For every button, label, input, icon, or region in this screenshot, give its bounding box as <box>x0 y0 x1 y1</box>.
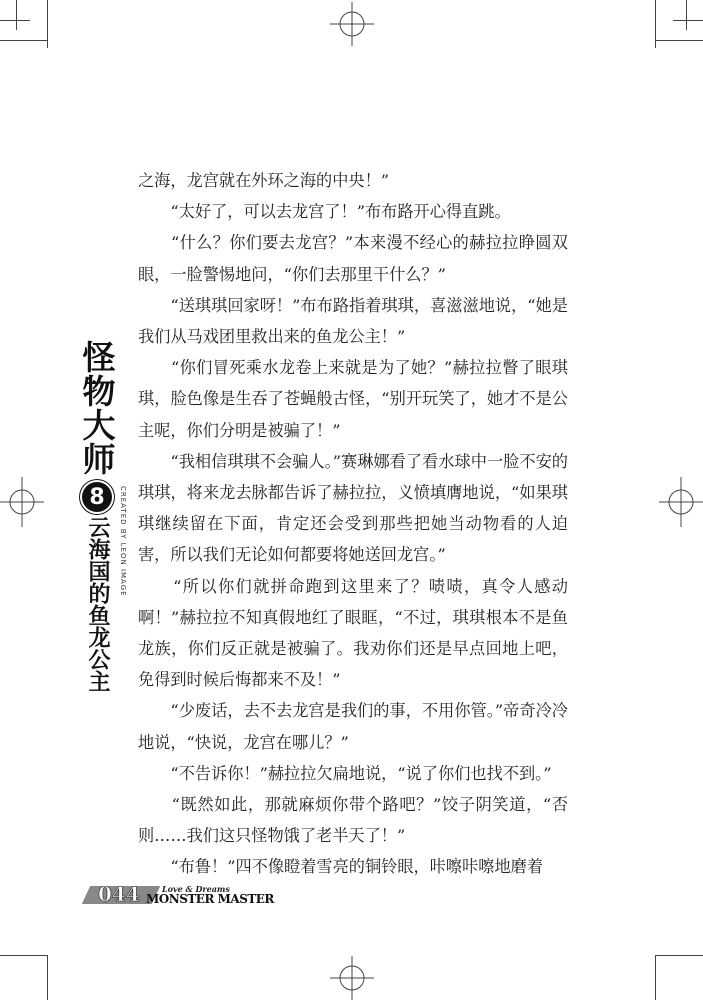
paragraph: “什么？你们要去龙宫？”本来漫不经心的赫拉拉睁圆双眼，一脸警惕地问，“你们去那里干什么？” <box>138 233 568 284</box>
paragraph: “太好了，可以去龙宫了！”布布路开心得直跳。 <box>138 202 511 222</box>
crop-mark <box>0 20 30 21</box>
credit-line: CREATED BY LEON IMAGE <box>119 486 127 597</box>
paragraph: 之海，龙宫就在外环之海的中央！” <box>138 171 390 190</box>
crop-mark <box>655 955 703 956</box>
page-number: 044 <box>98 882 140 906</box>
paragraph: “不告诉你！”赫拉拉欠扁地说，“说了你们也找不到。” <box>138 763 552 783</box>
paragraph: “既然如此，那就麻烦你带个路吧？”饺子阴笑道，“否则……我们这只怪物饿了老半天了！” <box>138 795 568 846</box>
crop-mark <box>47 0 48 48</box>
crop-mark <box>673 20 703 21</box>
crop-mark <box>16 0 17 30</box>
crop-mark <box>655 0 656 48</box>
registration-mark-bottom <box>330 956 374 1000</box>
crop-mark <box>47 955 48 1000</box>
page-footer <box>86 880 296 910</box>
crop-mark <box>0 40 48 41</box>
paragraph: “布鲁！”四不像瞪着雪亮的铜铃眼，咔嚓咔嚓地磨着 <box>138 857 544 877</box>
paragraph: “你们冒死乘水龙卷上来就是为了她？”赫拉拉瞥了眼琪琪，脸色像是生吞了苍蝇般古怪，“别开玩笑了，她才不是公主呢，你们分明是被骗了！” <box>138 358 568 440</box>
paragraph: “少废话，去不去龙宫是我们的事，不用你管。”帝奇冷冷地说，“快说，龙宫在哪儿？” <box>138 701 568 752</box>
book-subtitle: 云海国的鱼龙公主 <box>85 516 110 692</box>
crop-mark <box>686 0 687 30</box>
paragraph: “所以你们就拼命跑到这里来了？啧啧，真令人感动啊！”赫拉拉不知真假地红了眼眶，“不过，琪琪根本不是鱼龙族，你们反正就是被骗了。我劝你们还是早点回地上吧，免得到时候后悔都来不及！” <box>138 576 568 690</box>
brand-logo-text: MONSTER MASTER <box>146 892 274 906</box>
brand-tagline: Love & Dreams <box>162 884 230 894</box>
body-text <box>138 165 568 883</box>
crop-mark <box>655 40 703 41</box>
registration-mark-left <box>0 477 44 527</box>
series-title: 怪物大师 <box>77 340 117 476</box>
side-title <box>77 340 117 692</box>
paragraph: “送琪琪回家呀！”布布路指着琪琪，喜滋滋地说，“她是我们从马戏团里救出来的鱼龙公主！” <box>138 295 568 347</box>
crop-mark <box>655 955 656 1000</box>
volume-number-badge: 8 <box>82 482 112 512</box>
crop-mark <box>0 955 48 956</box>
registration-mark-top <box>330 2 374 46</box>
paragraph: “我相信琪琪不会骗人。”赛琳娜看了看水球中一脸不安的琪琪，将来龙去脉都告诉了赫拉拉，义愤填膺地说，“如果琪琪继续留在下面，肯定还会受到那些把她当动物看的人迫害，所以我们无论如何都要将她送回龙宫。” <box>138 451 568 565</box>
registration-mark-right <box>659 477 703 527</box>
